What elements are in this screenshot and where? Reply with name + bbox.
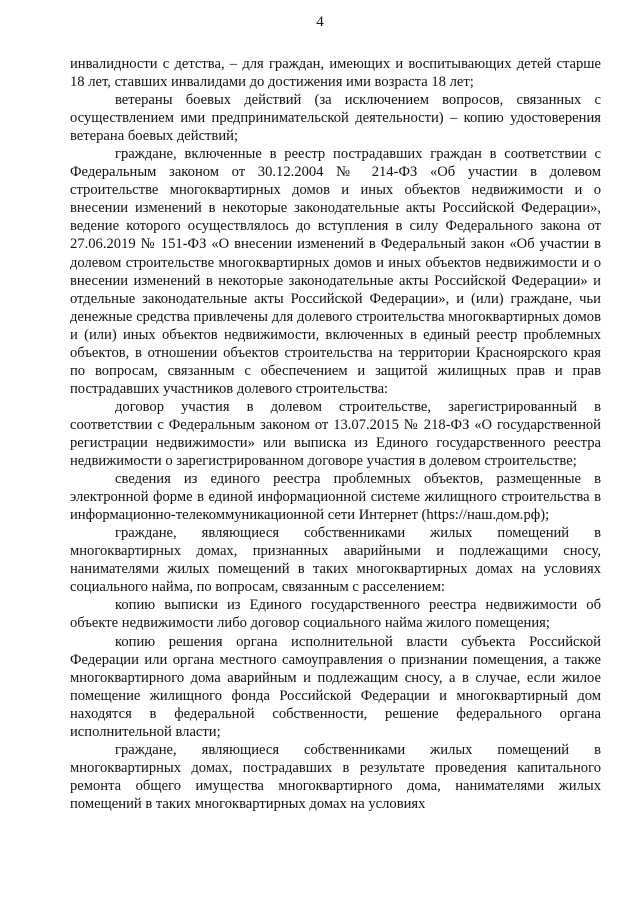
paragraph-capital-repair-owners: граждане, являющиеся собственниками жилых помещений в многоквартирных домах, пострадавших в результате проведения капитального ремонта общего имущества многоквартирного дома, нанимателями жилых помещений в таких многоквартирных домах на условиях: [70, 741, 601, 812]
paragraph-emergency-housing-owners: граждане, являющиеся собственниками жилых помещений в многоквартирных домах, признанных аварийными и подлежащими сносу, нанимателями жилых помещений в таких многоквартирных домах на условиях социального найма, по вопросам, связанным с расселением:: [70, 525, 601, 596]
paragraph-shared-construction-contract: договор участия в долевом строительстве, зарегистрированный в соответствии с Федеральным законом от 13.07.2015 № 218-ФЗ «О государственной регистрации недвижимости» или выписка из Единого государственного реестра недвижимости о зарегистрированном договоре участия в долевом строительстве;: [70, 398, 601, 470]
paragraph-affected-citizens-registry: граждане, включенные в реестр пострадавших граждан в соответствии с Федеральным законом от 30.12.2004 № 214-ФЗ «Об участии в долевом строительстве многоквартирных домов и иных объектов недвижимости и о внесении изменений в некоторые законодательные акты Российской Федерации», ведение которого осуществлялось до вступления в силу Федерального закона от 27.06.2019 № 151-ФЗ «О внесении изменений в Федеральный закон «Об участии в долевом строительстве многоквартирных домов и иных объектов недвижимости и о внесении изменений в некоторые законодательные акты Российской Федерации» и отдельные законодательные акты Российской Федерации», и (или) граждане, чьи денежные средства привлечены для долевого строительства многоквартирных домов и (или) иных объектов недвижимости, включенных в единый реестр проблемных объектов, в отношении объектов строительства на территории Красноярского края по вопросам, связанным с обеспечением и защитой жилищных прав и прав пострадавших участников долевого строительства:: [70, 146, 601, 397]
page-number: 4: [316, 14, 324, 30]
paragraph-continuation: инвалидности с детства, – для граждан, имеющих и воспитывающих детей старше 18 лет, ставших инвалидами до достижения ими возраста 18 лет;: [70, 56, 601, 91]
paragraph-registry-extract: копию выписки из Единого государственного реестра недвижимости об объекте недвижимости либо договор социального найма жилого помещения;: [70, 597, 601, 632]
paragraph-veterans: ветераны боевых действий (за исключением вопросов, связанных с осуществлением ими предпринимательской деятельности) – копию удостоверения ветерана боевых действий;: [70, 92, 601, 145]
document-body: [70, 55, 601, 813]
paragraph-problem-objects-registry: сведения из единого реестра проблемных объектов, размещенные в электронной форме в единой информационной системе жилищного строительства в информационно-телекоммуникационной сети Интернет (https://наш.дом.рф);: [70, 471, 601, 524]
paragraph-authority-decision: копию решения органа исполнительной власти субъекта Российской Федерации или органа местного самоуправления о признании помещения, а также многоквартирного дома аварийным и подлежащим сносу, а в случае, если жилое помещение жилищного фонда Российской Федерации и многоквартирный дом находятся в федеральной собственности, решение федерального органа исполнительной власти;: [70, 633, 601, 740]
